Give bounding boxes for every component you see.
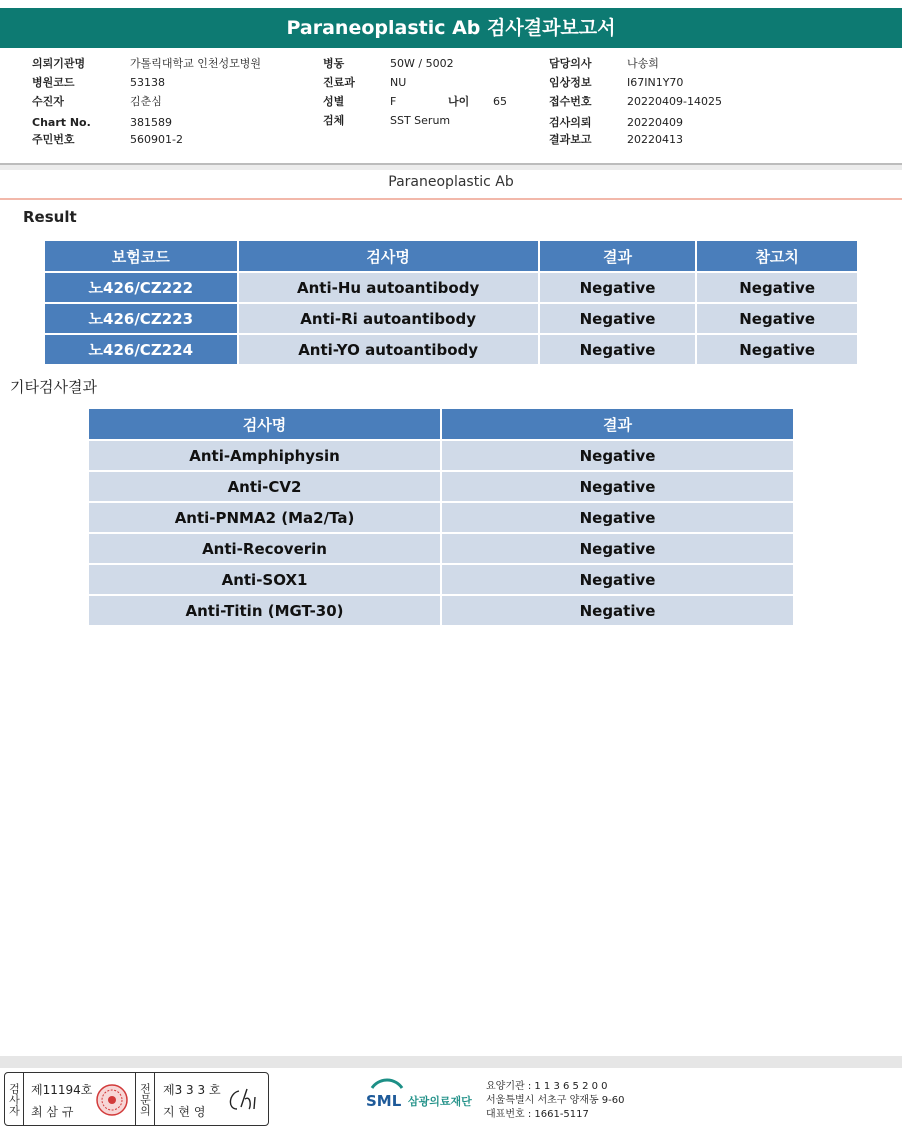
resident-no: 560901-2 (130, 133, 183, 146)
test-name: Anti-SOX1 (89, 565, 442, 596)
result-value: Negative (540, 273, 698, 304)
col-reference: 참고치 (697, 241, 857, 273)
org-info (486, 1080, 625, 1122)
signature-box (4, 1072, 269, 1126)
specimen: SST Serum (390, 114, 451, 127)
receipt-no: 20220409-14025 (627, 95, 722, 108)
table-header-row (45, 241, 857, 273)
label-receipt-no: 접수번호 (549, 95, 592, 108)
sex: F (390, 95, 397, 108)
label-department: 진료과 (323, 76, 355, 89)
reference-value: Negative (697, 273, 857, 304)
result-value: Negative (442, 472, 793, 503)
age: 65 (493, 95, 507, 108)
table-row (89, 596, 793, 627)
org-name: 삼광의료재단 (408, 1095, 472, 1108)
reference-value: Negative (697, 304, 857, 335)
requesting-institution: 가톨릭대학교 인천성모병원 (130, 57, 262, 70)
insurance-code: 노426/CZ222 (45, 273, 239, 304)
label-requesting-institution: 의뢰기관명 (32, 57, 86, 70)
label-age: 나이 (448, 95, 470, 108)
specialist-name: 지 현 영 (163, 1105, 206, 1119)
table-row (89, 565, 793, 596)
test-name: Anti-YO autoantibody (239, 335, 540, 366)
report-date: 20220413 (627, 133, 683, 146)
table-row (45, 273, 857, 304)
label-request-date: 검사의뢰 (549, 116, 592, 129)
table-row (89, 472, 793, 503)
test-name: Anti-Hu autoantibody (239, 273, 540, 304)
label-physician: 담당의사 (549, 57, 592, 70)
svg-text:SML: SML (366, 1092, 402, 1110)
specialist-license: 제3 3 3 호 (163, 1083, 221, 1097)
result-value: Negative (540, 304, 698, 335)
label-patient-name: 수진자 (32, 95, 64, 108)
label-specimen: 검체 (323, 114, 345, 127)
test-name: Anti-CV2 (89, 472, 442, 503)
result-value: Negative (442, 596, 793, 627)
label-clinical-info: 임상정보 (549, 76, 592, 89)
label-resident-no: 주민번호 (32, 133, 75, 146)
col-result: 결과 (540, 241, 698, 273)
test-name: Anti-Ri autoantibody (239, 304, 540, 335)
table-header-row (89, 409, 793, 441)
result-value: Negative (540, 335, 698, 366)
result-value: Negative (442, 534, 793, 565)
org-phone: 대표번호 : 1661-5117 (486, 1109, 589, 1120)
divider-shade (0, 165, 902, 170)
table-row (45, 335, 857, 366)
clinical-info: I67IN1Y70 (627, 76, 684, 89)
signature (225, 1085, 261, 1115)
label-chart-no: Chart No. (32, 116, 91, 129)
other-tests-label: 기타검사결과 (10, 378, 97, 396)
seal-stamp (95, 1083, 129, 1117)
col-result: 결과 (442, 409, 793, 441)
org-address: 서울특별시 서초구 양재동 9-60 (486, 1095, 625, 1106)
examiner-license: 제11194호 (31, 1083, 93, 1097)
test-name: Anti-Recoverin (89, 534, 442, 565)
sml-logo-icon (364, 1078, 408, 1118)
label-sex: 성별 (323, 95, 345, 108)
table-row (89, 503, 793, 534)
test-name: Anti-Amphiphysin (89, 441, 442, 472)
department: NU (390, 76, 407, 89)
request-date: 20220409 (627, 116, 683, 129)
result-value: Negative (442, 503, 793, 534)
physician: 나송희 (627, 57, 659, 70)
test-name: Anti-Titin (MGT-30) (89, 596, 442, 627)
examiner-name: 최 삼 규 (31, 1105, 74, 1119)
label-ward: 병동 (323, 57, 345, 70)
table-row (45, 304, 857, 335)
patient-name: 김춘심 (130, 95, 162, 108)
other-tests-table (89, 409, 793, 627)
reference-value: Negative (697, 335, 857, 366)
test-name: Anti-PNMA2 (Ma2/Ta) (89, 503, 442, 534)
hospital-code: 53138 (130, 76, 165, 89)
table-row (89, 534, 793, 565)
section-title: Paraneoplastic Ab (388, 174, 514, 190)
label-report-date: 결과보고 (549, 133, 592, 146)
result-table (45, 241, 857, 366)
col-test-name: 검사명 (239, 241, 540, 273)
table-row (89, 441, 793, 472)
result-label: Result (23, 208, 77, 226)
chart-no: 381589 (130, 116, 172, 129)
ward: 50W / 5002 (390, 57, 454, 70)
footer-divider (0, 1056, 902, 1068)
insurance-code: 노426/CZ224 (45, 335, 239, 366)
org-code: 요양기관 : 1 1 3 6 5 2 0 0 (486, 1081, 608, 1092)
result-value: Negative (442, 441, 793, 472)
examiner-label: 검사자 (5, 1073, 24, 1125)
col-insurance-code: 보험코드 (45, 241, 239, 273)
insurance-code: 노426/CZ223 (45, 304, 239, 335)
col-test-name: 검사명 (89, 409, 442, 441)
report-title: Paraneoplastic Ab 검사결과보고서 (0, 8, 902, 48)
label-hospital-code: 병원코드 (32, 76, 75, 89)
section-underline (0, 198, 902, 200)
result-value: Negative (442, 565, 793, 596)
specialist-label: 전문의 (136, 1073, 155, 1125)
